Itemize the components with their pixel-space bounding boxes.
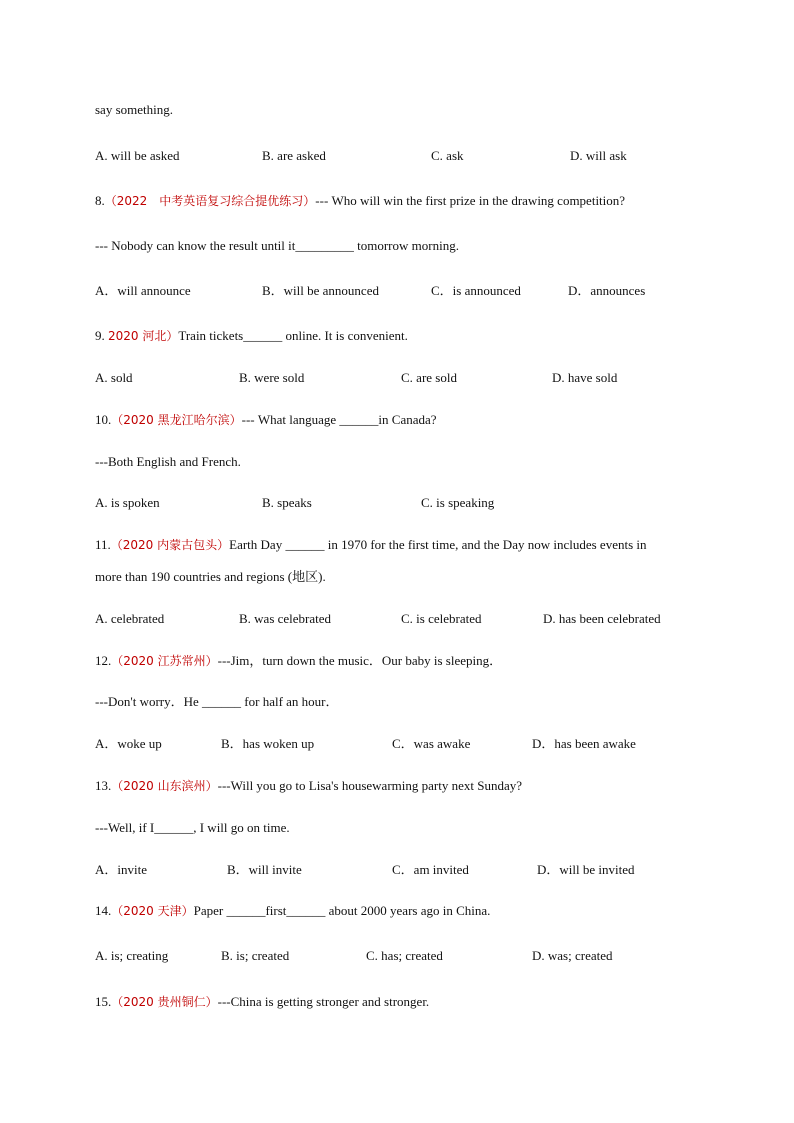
q10-option-a: A. is spoken bbox=[95, 495, 160, 510]
q13-option-b: B．will invite bbox=[227, 862, 302, 877]
q8-stem: --- Who will win the first prize in the drawing competition? bbox=[315, 193, 626, 208]
q13-stem: ---Will you go to Lisa's housewarming party next Sunday? bbox=[217, 778, 522, 793]
q12-stem-line bbox=[95, 653, 502, 669]
q10-stem: --- What language ______in Canada? bbox=[241, 412, 437, 427]
q12-option-b: B．has woken up bbox=[221, 736, 315, 751]
q9-option-c: C. are sold bbox=[401, 370, 457, 385]
intro-text: say something. bbox=[95, 102, 173, 117]
q9-option-d: D. have sold bbox=[552, 370, 618, 385]
q13-line2: ---Well, if I______, I will go on time. bbox=[95, 820, 290, 835]
q11-stem-line bbox=[95, 537, 647, 553]
q12-source: （2020 江苏常州） bbox=[111, 654, 218, 668]
q15-stem-line bbox=[95, 994, 429, 1010]
q11-option-d: D. has been celebrated bbox=[543, 611, 661, 626]
q11-option-b: B. was celebrated bbox=[239, 611, 332, 626]
q15-number: 15. bbox=[95, 994, 112, 1009]
q11-number: 11. bbox=[95, 537, 111, 552]
q7-option-a: A. will be asked bbox=[95, 148, 180, 163]
q10-line2: ---Both English and French. bbox=[95, 454, 241, 469]
q11-stem: Earth Day ______ in 1970 for the first time, and the Day now includes events in bbox=[229, 537, 647, 552]
q8-option-a: A．will announce bbox=[95, 283, 191, 298]
q13-option-c: C．am invited bbox=[392, 862, 469, 877]
q14-option-c: C. has; created bbox=[366, 948, 443, 963]
q13-stem-line bbox=[95, 778, 522, 794]
q8-source: （2022 中考英语复习综合提优练习） bbox=[104, 194, 316, 208]
q10-option-b: B. speaks bbox=[262, 495, 312, 510]
q8-option-b: B．will be announced bbox=[262, 283, 379, 298]
q14-stem: Paper ______first______ about 2000 years ago in China. bbox=[193, 903, 491, 918]
q10-source: （2020 黑龙江哈尔滨） bbox=[111, 413, 242, 427]
q12-option-c: C．was awake bbox=[392, 736, 471, 751]
q8-option-c: C．is announced bbox=[431, 283, 521, 298]
q13-option-a: A．invite bbox=[95, 862, 147, 877]
q10-number: 10. bbox=[95, 412, 112, 427]
q8-number: 8. bbox=[95, 193, 105, 208]
q14-option-a: A. is; creating bbox=[95, 948, 169, 963]
q8-option-d: D．announces bbox=[568, 283, 646, 298]
q7-option-b: B. are asked bbox=[262, 148, 326, 163]
q10-stem-line bbox=[95, 412, 437, 428]
q14-option-d: D. was; created bbox=[532, 948, 613, 963]
q11-option-c: C. is celebrated bbox=[401, 611, 482, 626]
q11-line2: more than 190 countries and regions (地区). bbox=[95, 569, 326, 584]
q9-option-b: B. were sold bbox=[239, 370, 305, 385]
q7-option-d: D. will ask bbox=[570, 148, 627, 163]
q11-option-a: A. celebrated bbox=[95, 611, 165, 626]
q14-number: 14. bbox=[95, 903, 112, 918]
q12-stem: ---Jim，turn down the music．Our baby is sleeping． bbox=[217, 653, 503, 668]
q12-option-a: A．woke up bbox=[95, 736, 162, 751]
q9-number: 9. bbox=[95, 328, 108, 343]
q12-option-d: D．has been awake bbox=[532, 736, 636, 751]
q13-source: （2020 山东滨州） bbox=[111, 779, 218, 793]
q9-stem: Train tickets______ online. It is convenient. bbox=[178, 328, 408, 343]
q9-option-a: A. sold bbox=[95, 370, 133, 385]
q14-source: （2020 天津） bbox=[111, 904, 194, 918]
q7-option-c: C. ask bbox=[431, 148, 464, 163]
q14-stem-line bbox=[95, 903, 490, 919]
q11-source: （2020 内蒙古包头） bbox=[110, 538, 230, 552]
q10-option-c: C. is speaking bbox=[421, 495, 495, 510]
q13-number: 13. bbox=[95, 778, 112, 793]
q8-stem-line bbox=[95, 193, 625, 209]
q8-line2: --- Nobody can know the result until it_________ tomorrow morning. bbox=[95, 238, 459, 253]
q12-number: 12. bbox=[95, 653, 112, 668]
q9-source: 2020 河北） bbox=[108, 329, 179, 343]
q12-line2: ---Don't worry．He ______ for half an hour． bbox=[95, 694, 339, 709]
q15-stem: ---China is getting stronger and stronger. bbox=[217, 994, 430, 1009]
q9-stem-line bbox=[95, 328, 408, 344]
q14-option-b: B. is; created bbox=[221, 948, 290, 963]
q13-option-d: D．will be invited bbox=[537, 862, 635, 877]
q15-source: （2020 贵州铜仁） bbox=[111, 995, 218, 1009]
